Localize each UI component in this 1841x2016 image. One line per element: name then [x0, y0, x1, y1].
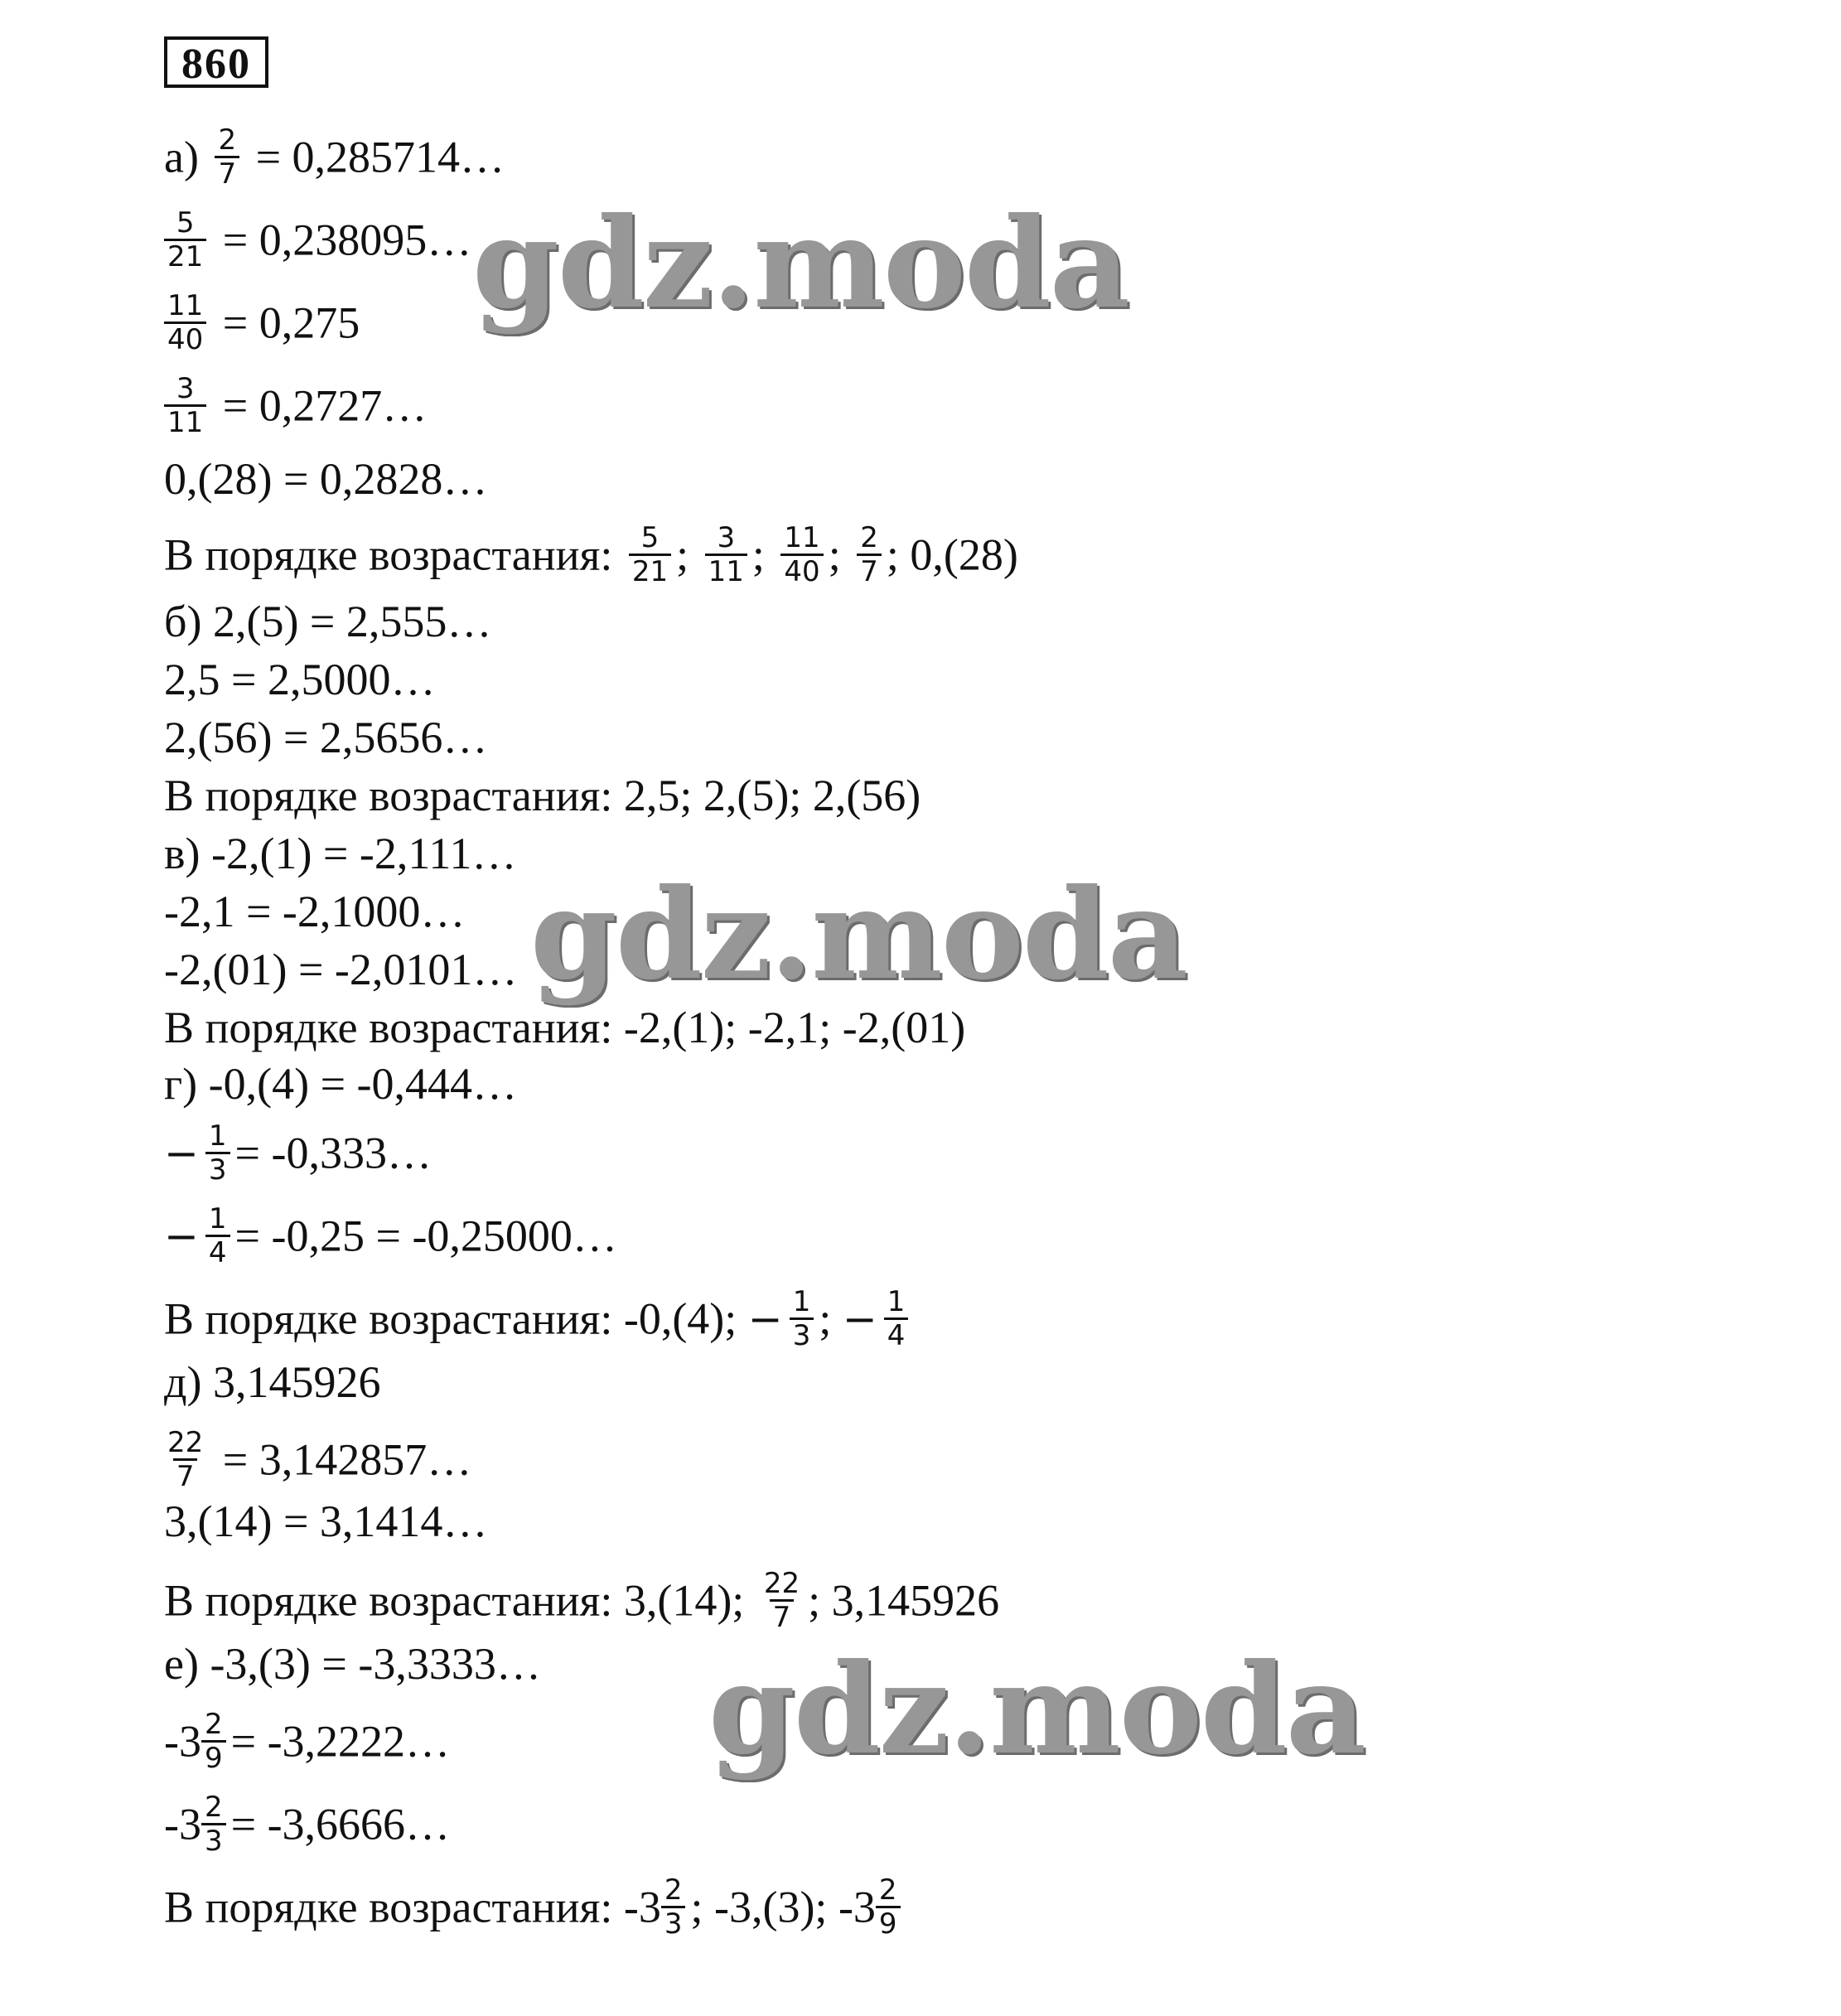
fraction: $\frac{3}{11}$	[164, 373, 206, 438]
line-rhs: = 3,142857…	[222, 1434, 472, 1485]
line-d1: д) 3,145926	[164, 1357, 381, 1407]
line-b1: б) 2,(5) = 2,555…	[164, 597, 492, 646]
task-number: 860	[164, 36, 268, 88]
order-tail: ; 0,(28)	[886, 529, 1018, 580]
line-a2	[164, 207, 471, 273]
line-e-order	[164, 1874, 906, 1940]
line-a5: 0,(28) = 0,2828…	[164, 454, 488, 504]
fraction: $\frac{5}{21}$	[164, 207, 206, 273]
line-rhs: = 0,285714…	[255, 132, 505, 182]
line-v2: -2,1 = -2,1000…	[164, 887, 466, 936]
minus-sign: −	[164, 1129, 199, 1177]
line-g3	[164, 1203, 617, 1269]
fraction: $\frac{2}{9}$	[201, 1709, 226, 1774]
mixed-whole: -3	[164, 1799, 201, 1849]
fraction: $\frac{2}{7}$	[215, 124, 239, 190]
order-label: В порядке возрастания: 3,(14);	[164, 1575, 745, 1626]
fraction: $\frac{5}{21}$	[629, 522, 671, 587]
line-e1: е) -3,(3) = -3,3333…	[164, 1639, 541, 1689]
fraction: $\frac{2}{9}$	[876, 1874, 901, 1940]
watermark-2: gdz.moda	[530, 862, 1187, 1008]
line-g1: г) -0,(4) = -0,444…	[164, 1059, 518, 1109]
fraction: $\frac{22}{7}$	[167, 1426, 204, 1493]
line-d-order	[164, 1568, 999, 1633]
line-rhs: = -3,6666…	[230, 1799, 451, 1849]
line-b2: 2,5 = 2,5000…	[164, 655, 436, 704]
line-g-order: В порядке возрастания: -0,(4); − $\frac{1}{3}$ ; − $\frac{1}{4}$	[164, 1286, 913, 1351]
line-rhs: = -0,25 = -0,25000…	[234, 1211, 617, 1261]
line-b4: В порядке возрастания: 2,5; 2,(5); 2,(56)	[164, 771, 921, 820]
fraction: $\frac{1}{4}$	[205, 1203, 230, 1269]
fraction: $\frac{1}{3}$	[790, 1286, 814, 1351]
fraction: $\frac{1}{4}$	[884, 1286, 909, 1351]
line-b3: 2,(56) = 2,5656…	[164, 713, 488, 762]
fraction: $\frac{2}{7}$	[857, 522, 882, 587]
line-d3: 3,(14) = 3,1414…	[164, 1496, 488, 1546]
order-label: В порядке возрастания:	[164, 1882, 613, 1932]
fraction: $\frac{11}{40}$	[780, 522, 823, 587]
part-label-a: а)	[164, 132, 199, 182]
minus-sign: −	[164, 1211, 199, 1260]
line-v3: -2,(01) = -2,0101…	[164, 945, 518, 994]
watermark-3: gdz.moda	[708, 1636, 1365, 1782]
line-d2	[164, 1427, 471, 1492]
order-tail: ; 3,145926	[808, 1575, 1000, 1626]
fraction: $\frac{11}{40}$	[164, 290, 206, 355]
line-rhs: = 0,238095…	[222, 215, 472, 265]
fraction: $\frac{2}{3}$	[201, 1791, 226, 1857]
mixed-whole: -3	[164, 1716, 201, 1767]
line-rhs: = 0,275	[222, 297, 360, 348]
fraction: $\frac{3}{11}$	[705, 522, 747, 587]
line-rhs: = 0,2727…	[222, 380, 428, 431]
watermark-1: gdz.moda	[472, 191, 1129, 336]
line-v4: В порядке возрастания: -2,(1); -2,1; -2,(01)	[164, 1003, 966, 1052]
order-label: В порядке возрастания:	[164, 529, 613, 580]
line-rhs: = -0,333…	[234, 1128, 432, 1178]
mixed-whole: -3	[623, 1882, 661, 1932]
line-a1	[164, 124, 505, 190]
fraction: $\frac{2}{3}$	[661, 1874, 686, 1940]
line-g2	[164, 1120, 432, 1186]
line-e3	[164, 1791, 450, 1857]
fraction: $\frac{1}{3}$	[205, 1120, 230, 1186]
fraction: $\frac{22}{7}$	[763, 1567, 800, 1634]
line-e2	[164, 1709, 450, 1774]
line-rhs: = -3,2222…	[230, 1716, 451, 1767]
line-a4	[164, 373, 427, 438]
line-a-order: В порядке возрастания: $\frac{5}{21}$ ; $\frac{3}{11}$ ; $\frac{11}{40}$ ; $\frac{2}{7}$ ; 0,(28)	[164, 521, 1018, 588]
mixed-whole: -3	[838, 1882, 876, 1932]
order-label: В порядке возрастания: -0,(4);	[164, 1293, 737, 1344]
line-a3	[164, 290, 360, 355]
order-mid: ; -3,(3);	[690, 1882, 828, 1932]
line-v1: в) -2,(1) = -2,111…	[164, 829, 517, 878]
